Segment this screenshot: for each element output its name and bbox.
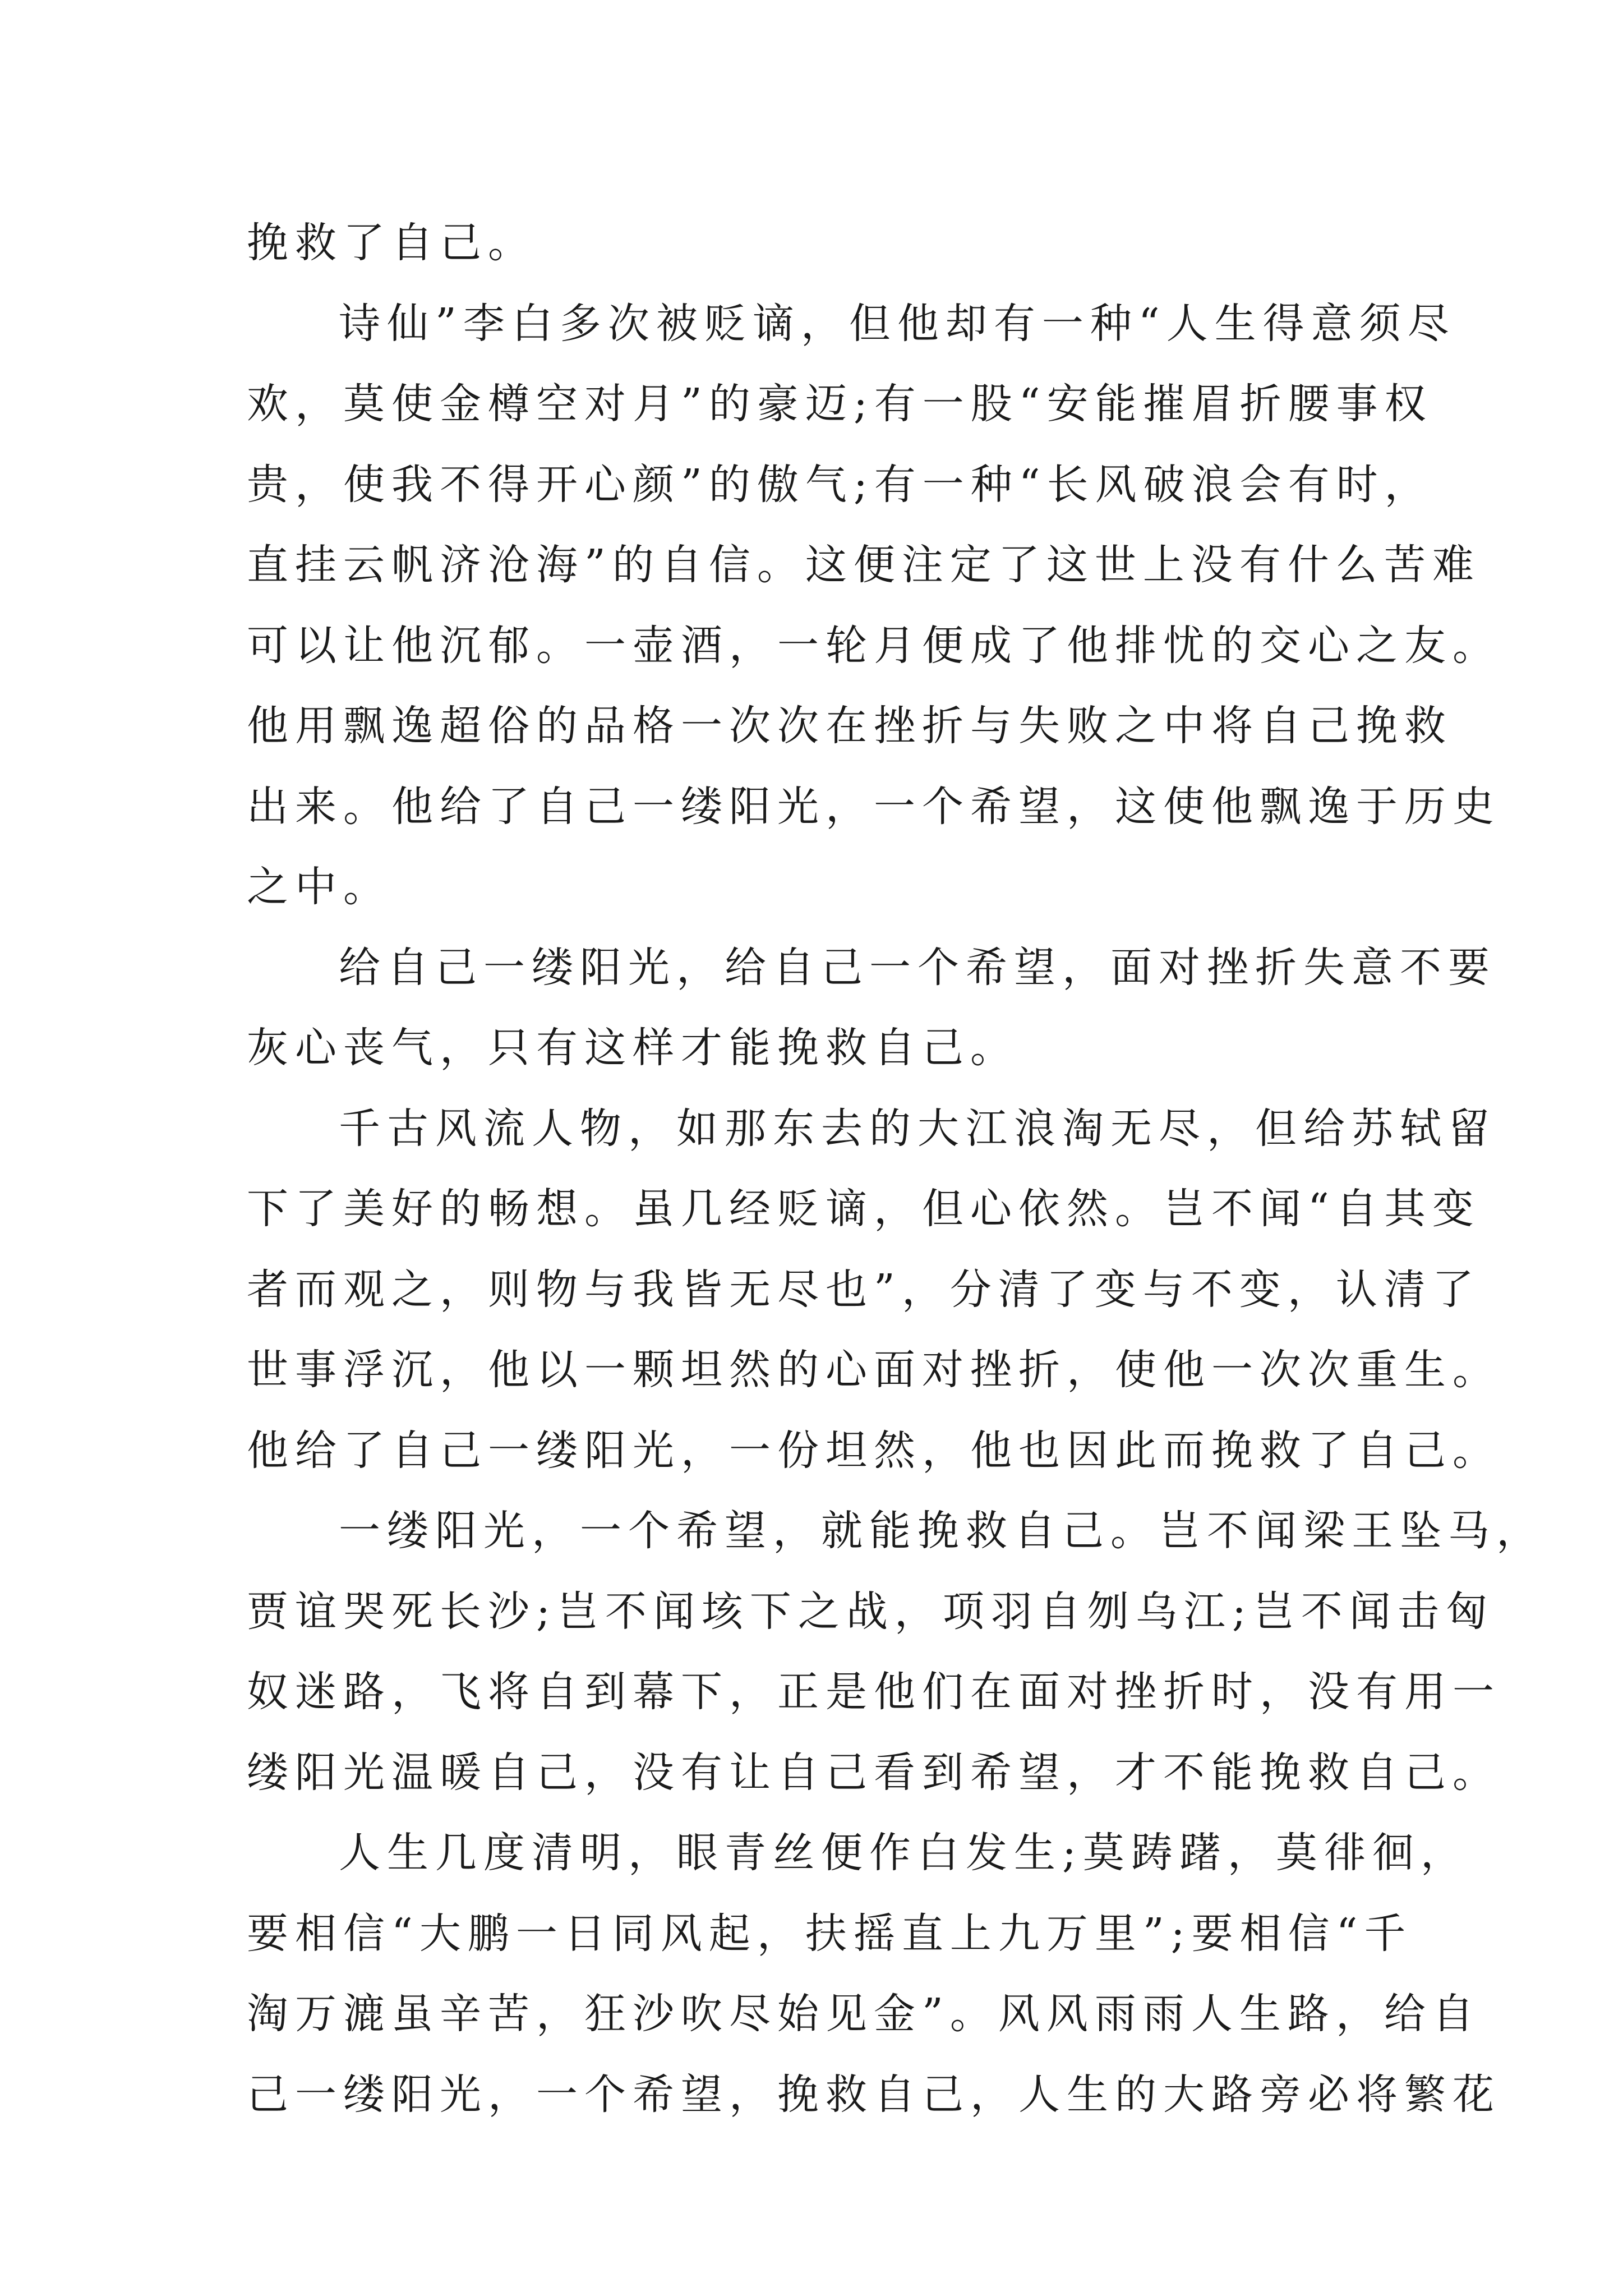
text-line: 挽救了自己。 xyxy=(247,219,536,267)
text-line: 己一缕阳光，一个希望，挽救自己，人生的大路旁必将繁花 xyxy=(247,2070,1501,2119)
text-line: 他用飘逸超俗的品格一次次在挫折与失败之中将自己挽救 xyxy=(247,702,1453,750)
text-line: 他给了自己一缕阳光，一份坦然，他也因此而挽救了自己。 xyxy=(247,1426,1501,1475)
text-line: 下了美好的畅想。虽几经贬谪，但心依然。岂不闻“自其变 xyxy=(247,1185,1481,1233)
text-line: 要相信“大鹏一日同风起，扶摇直上九万里”;要相信“千 xyxy=(247,1909,1413,1958)
text-line: 贾谊哭死长沙;岂不闻垓下之战，项羽自刎乌江;岂不闻击匈 xyxy=(247,1587,1494,1636)
paragraph-start-line: 人生几度清明，眼青丝便作白发生;莫踌躇，莫徘徊， xyxy=(339,1829,1469,1877)
text-line: 淘万漉虽辛苦，狂沙吹尽始见金”。风风雨雨人生路，给自 xyxy=(247,1990,1481,2038)
paragraph-start-line: 千古风流人物，如那东去的大江浪淘无尽，但给苏轼留 xyxy=(339,1104,1496,1153)
essay-body xyxy=(247,203,1544,2135)
paragraph-start-line: 给自己一缕阳光，给自己一个希望，面对挫折失意不要 xyxy=(339,943,1496,992)
text-line: 奴迷路，飞将自到幕下，正是他们在面对挫折时，没有用一 xyxy=(247,1668,1501,1716)
text-line: 出来。他给了自己一缕阳光，一个希望，这使他飘逸于历史 xyxy=(247,782,1501,831)
paragraph-start-line: 一缕阳光，一个希望，就能挽救自己。岂不闻梁王坠马， xyxy=(339,1507,1544,1555)
text-line: 之中。 xyxy=(247,863,391,911)
text-line: 世事浮沉，他以一颗坦然的心面对挫折，使他一次次重生。 xyxy=(247,1346,1501,1394)
text-line: 直挂云帆济沧海”的自信。这便注定了这世上没有什么苦难 xyxy=(247,541,1481,589)
text-line: 可以让他沉郁。一壶酒，一轮月便成了他排忧的交心之友。 xyxy=(247,621,1501,670)
paragraph-start-line: 诗仙”李白多次被贬谪，但他却有一种“人生得意须尽 xyxy=(339,299,1456,348)
text-line: 欢，莫使金樽空对月”的豪迈;有一股“安能摧眉折腰事权 xyxy=(247,380,1433,428)
text-line: 灰心丧气，只有这样才能挽救自己。 xyxy=(247,1024,1018,1072)
text-line: 贵，使我不得开心颜”的傲气;有一种“长风破浪会有时， xyxy=(247,460,1433,509)
text-line: 者而观之，则物与我皆无尽也”，分清了变与不变，认清了 xyxy=(247,1265,1481,1314)
text-line: 缕阳光温暖自己，没有让自己看到希望，才不能挽救自己。 xyxy=(247,1748,1501,1797)
